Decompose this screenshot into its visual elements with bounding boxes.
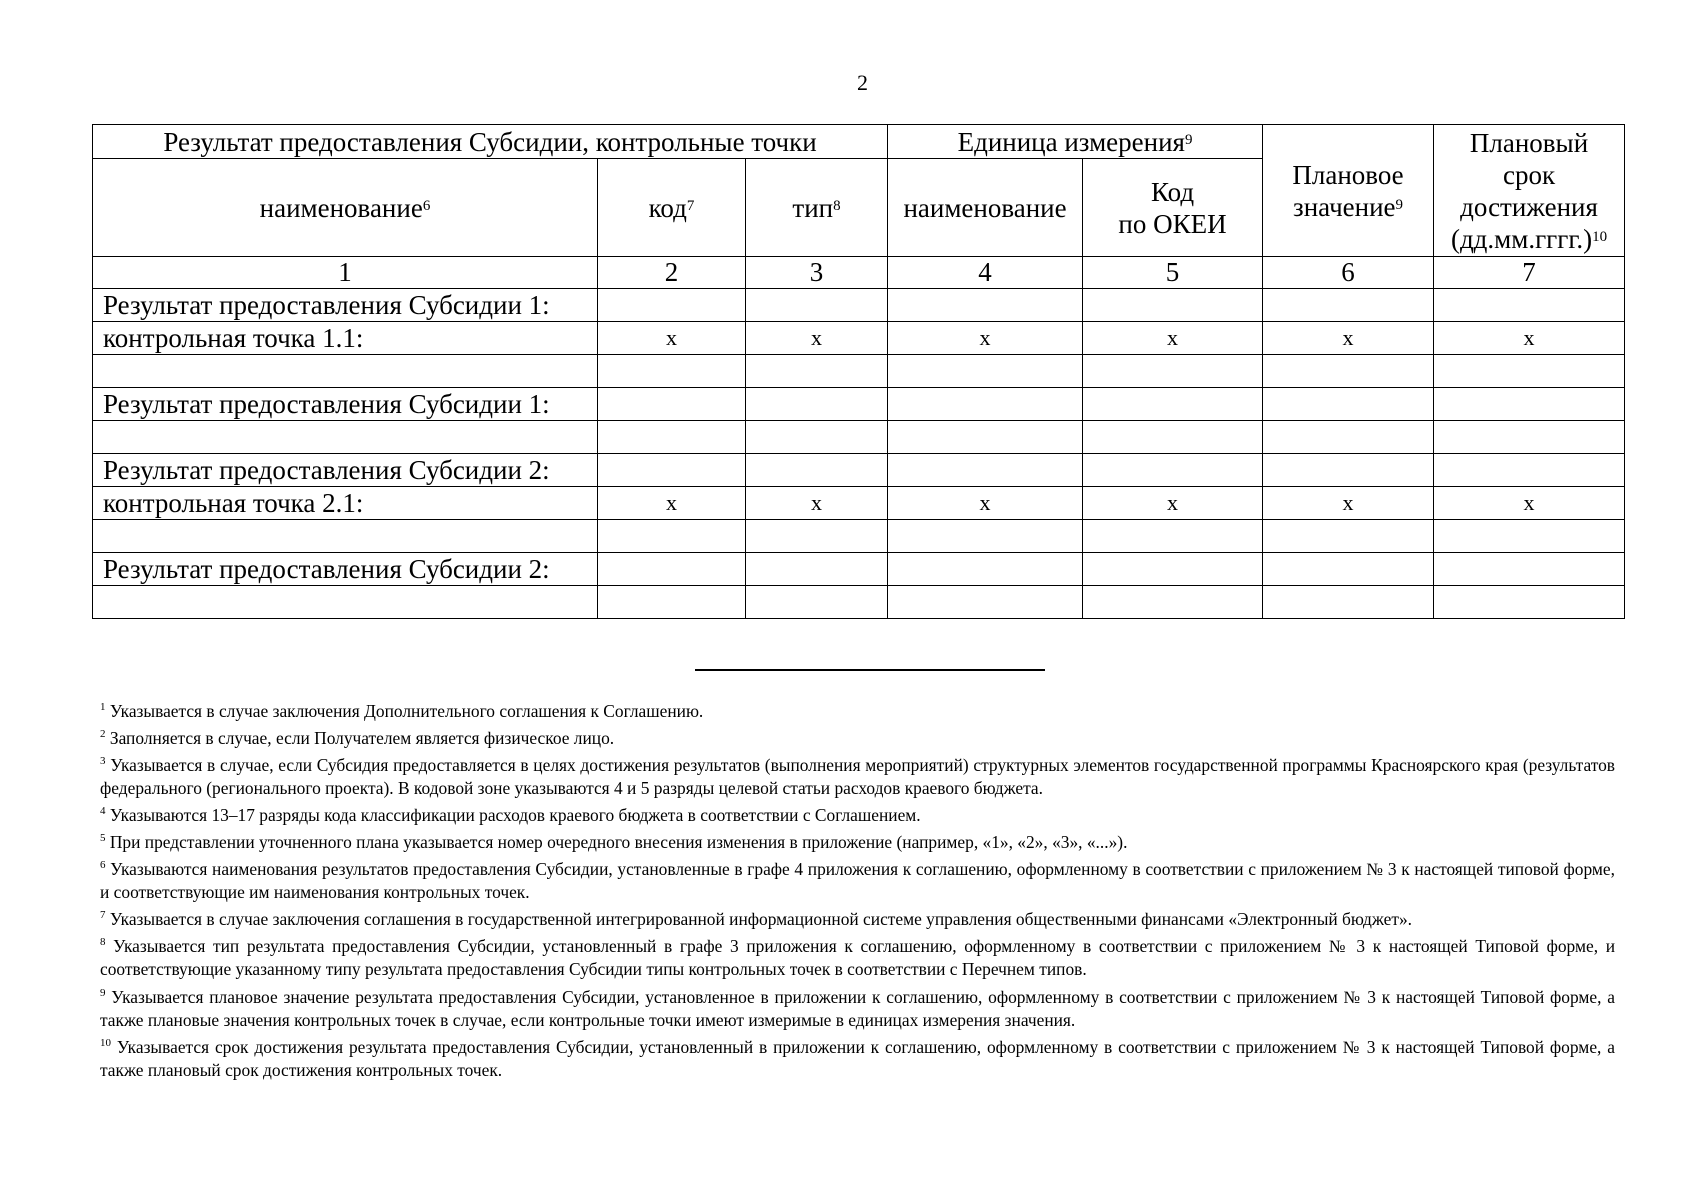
row-value-cell: [598, 553, 746, 586]
row-value-cell: [1263, 355, 1434, 388]
footnote-number: 7: [100, 909, 106, 922]
row-value-cell: [1083, 421, 1263, 454]
row-name-cell: [93, 421, 598, 454]
row-value-cell: [746, 586, 888, 619]
page-number: 2: [857, 70, 868, 95]
row-value-cell: [598, 355, 746, 388]
row-value-cell: [1263, 454, 1434, 487]
header-name: наименование$^6$: [93, 159, 598, 257]
row-value-cell: x: [598, 487, 746, 520]
row-value-cell: [1263, 553, 1434, 586]
footnote: [100, 931, 1615, 981]
row-value-cell: [1083, 520, 1263, 553]
footnote-text: Указываются 13–17 разряды кода классификации расходов краевого бюджета в соответствии с Соглашением.: [109, 805, 921, 825]
footnote-text: Указывается в случае заключения Дополнительного соглашения к Соглашению.: [109, 700, 704, 721]
row-value-cell: [1263, 586, 1434, 619]
row-value-cell: [1083, 388, 1263, 421]
footnote-text: Указывается срок достижения результата предоставления Субсидии, установленный в приложении к соглашению, оформленному в соответствии с приложением № 3 к настоящей Типовой форме, а также плановый срок достижения контрольных точек.: [100, 1036, 1615, 1080]
footnote-separator: [695, 669, 1045, 671]
header-plan-value: Плановое значение$^9$: [1263, 125, 1434, 257]
row-value-cell: [1434, 421, 1625, 454]
footnote-number: 6: [100, 859, 106, 872]
row-name-cell: Результат предоставления Субсидии 2:: [93, 454, 598, 487]
table-row: [93, 487, 1625, 520]
row-name-cell: Результат предоставления Субсидии 2:: [93, 553, 598, 586]
row-value-cell: [598, 586, 746, 619]
column-number: 5: [1083, 257, 1263, 289]
footnote-number: 9: [100, 986, 106, 999]
row-value-cell: x: [1263, 322, 1434, 355]
column-numbers-row: [93, 257, 1625, 289]
row-value-cell: [888, 553, 1083, 586]
row-value-cell: [746, 388, 888, 421]
column-number: 1: [93, 257, 598, 289]
row-value-cell: [1263, 289, 1434, 322]
row-value-cell: [746, 553, 888, 586]
footnote-text: Заполняется в случае, если Получателем является физическое лицо.: [109, 727, 615, 748]
header-plan-term: Плановый срок достижения (дд.мм.гггг.)$^{10}$: [1434, 125, 1625, 257]
row-name-cell: контрольная точка 1.1:: [93, 322, 598, 355]
row-value-cell: [746, 520, 888, 553]
row-value-cell: x: [1083, 487, 1263, 520]
footnote: [100, 982, 1615, 1032]
row-value-cell: [1083, 289, 1263, 322]
footnote-number: 8: [100, 936, 106, 949]
footnote-text: Указывается в случае заключения соглашения в государственной интегрированной информационной системе управления общественными финансами «Электронный бюджет».: [109, 909, 1413, 930]
footnote-number: 5: [100, 832, 106, 845]
row-value-cell: [598, 421, 746, 454]
footnote: [100, 750, 1615, 800]
header-type: тип$^8$: [746, 159, 888, 257]
table-row: [93, 289, 1625, 322]
row-value-cell: [1083, 355, 1263, 388]
table-row: [93, 586, 1625, 619]
row-value-cell: x: [598, 322, 746, 355]
row-name-cell: [93, 355, 598, 388]
row-value-cell: [1083, 454, 1263, 487]
row-value-cell: [1434, 388, 1625, 421]
row-value-cell: [1263, 520, 1434, 553]
row-value-cell: [598, 454, 746, 487]
row-name-cell: Результат предоставления Субсидии 1:: [93, 388, 598, 421]
row-value-cell: [888, 289, 1083, 322]
footnote: [100, 696, 1615, 723]
row-value-cell: [746, 355, 888, 388]
row-value-cell: [746, 421, 888, 454]
footnote-number: 3: [100, 755, 106, 767]
row-value-cell: x: [1434, 487, 1625, 520]
row-value-cell: x: [888, 487, 1083, 520]
row-value-cell: [598, 388, 746, 421]
table-row: [93, 421, 1625, 454]
row-value-cell: [1434, 586, 1625, 619]
table-row: [93, 553, 1625, 586]
header-result-group: Результат предоставления Субсидии, контрольные точки: [93, 125, 888, 159]
footnote-number: 1: [100, 701, 106, 713]
footnote-text: Указывается тип результата предоставления Субсидии, установленный в графе 3 приложения к соглашению, оформленному в соответствии с приложением № 3 к настоящей Типовой форме, и соответствующие указанному типу результата предоставления Субсидии типы контрольных точек в соответствии с Перечнем типов.: [100, 936, 1616, 980]
row-value-cell: [888, 586, 1083, 619]
table-row: [93, 520, 1625, 553]
footnote-text: Указываются наименования результатов предоставления Субсидии, установленные в графе 4 приложения к соглашению, оформленному в соответствии с приложением № 3 к настоящей типовой форме, и соответствующие им наименования контрольных точек.: [100, 859, 1615, 903]
row-value-cell: x: [746, 487, 888, 520]
row-value-cell: [1434, 289, 1625, 322]
row-value-cell: [598, 289, 746, 322]
row-value-cell: [888, 454, 1083, 487]
header-unit-group: Единица измерения$^9$: [888, 125, 1263, 159]
results-table: [92, 124, 1625, 619]
footnote-number: 2: [100, 728, 106, 740]
row-name-cell: [93, 520, 598, 553]
row-value-cell: x: [1083, 322, 1263, 355]
row-value-cell: [888, 355, 1083, 388]
table-row: [93, 388, 1625, 421]
row-value-cell: x: [746, 322, 888, 355]
table-row: [93, 322, 1625, 355]
row-value-cell: x: [1263, 487, 1434, 520]
row-value-cell: [1263, 421, 1434, 454]
row-value-cell: x: [1434, 322, 1625, 355]
row-value-cell: [1263, 388, 1434, 421]
footnote: [100, 827, 1615, 854]
footnote-text: При представлении уточненного плана указывается номер очередного внесения изменения в приложение (например, «1», «2», «3», «...»).: [109, 832, 1128, 852]
column-number: 3: [746, 257, 888, 289]
footnote: [100, 904, 1615, 931]
row-value-cell: [888, 388, 1083, 421]
row-value-cell: [1434, 520, 1625, 553]
row-name-cell: [93, 586, 598, 619]
footnotes: [100, 696, 1615, 1082]
table-row: [93, 454, 1625, 487]
row-value-cell: [1083, 553, 1263, 586]
row-value-cell: x: [888, 322, 1083, 355]
row-value-cell: [1434, 454, 1625, 487]
row-value-cell: [746, 454, 888, 487]
column-number: 7: [1434, 257, 1625, 289]
row-name-cell: Результат предоставления Субсидии 1:: [93, 289, 598, 322]
row-value-cell: [746, 289, 888, 322]
footnote: [100, 800, 1615, 827]
row-value-cell: [888, 421, 1083, 454]
row-value-cell: [888, 520, 1083, 553]
table-body: [93, 257, 1625, 619]
row-value-cell: [598, 520, 746, 553]
footnote: [100, 1032, 1615, 1082]
footnote-number: 10: [100, 1036, 111, 1049]
row-value-cell: [1434, 355, 1625, 388]
header-unit-name: наименование: [888, 159, 1083, 257]
column-number: 4: [888, 257, 1083, 289]
table-row: [93, 355, 1625, 388]
footnote: [100, 854, 1615, 904]
column-number: 6: [1263, 257, 1434, 289]
footnote: [100, 723, 1615, 750]
row-name-cell: контрольная точка 2.1:: [93, 487, 598, 520]
header-code: код$^7$: [598, 159, 746, 257]
footnote-number: 4: [100, 805, 106, 818]
row-value-cell: [1083, 586, 1263, 619]
footnote-text: Указывается плановое значение результата предоставления Субсидии, установленное в приложении к соглашению, оформленному в соответствии с приложением № 3 к настоящей Типовой форме, а также плановые значения контрольных точек в случае, если контрольные точки имеют измеримые в единицах измерения значения.: [100, 986, 1615, 1030]
header-okei: Код по ОКЕИ: [1083, 159, 1263, 257]
column-number: 2: [598, 257, 746, 289]
footnote-text: Указывается в случае, если Субсидия предоставляется в целях достижения результатов (выполнения мероприятий) структурных элементов государственной программы Красноярского края (результатов федерального (регионального проекта). В кодовой зоне указываются 4 и 5 разряды целевой статьи расходов краевого бюджета.: [100, 754, 1615, 798]
row-value-cell: [1434, 553, 1625, 586]
